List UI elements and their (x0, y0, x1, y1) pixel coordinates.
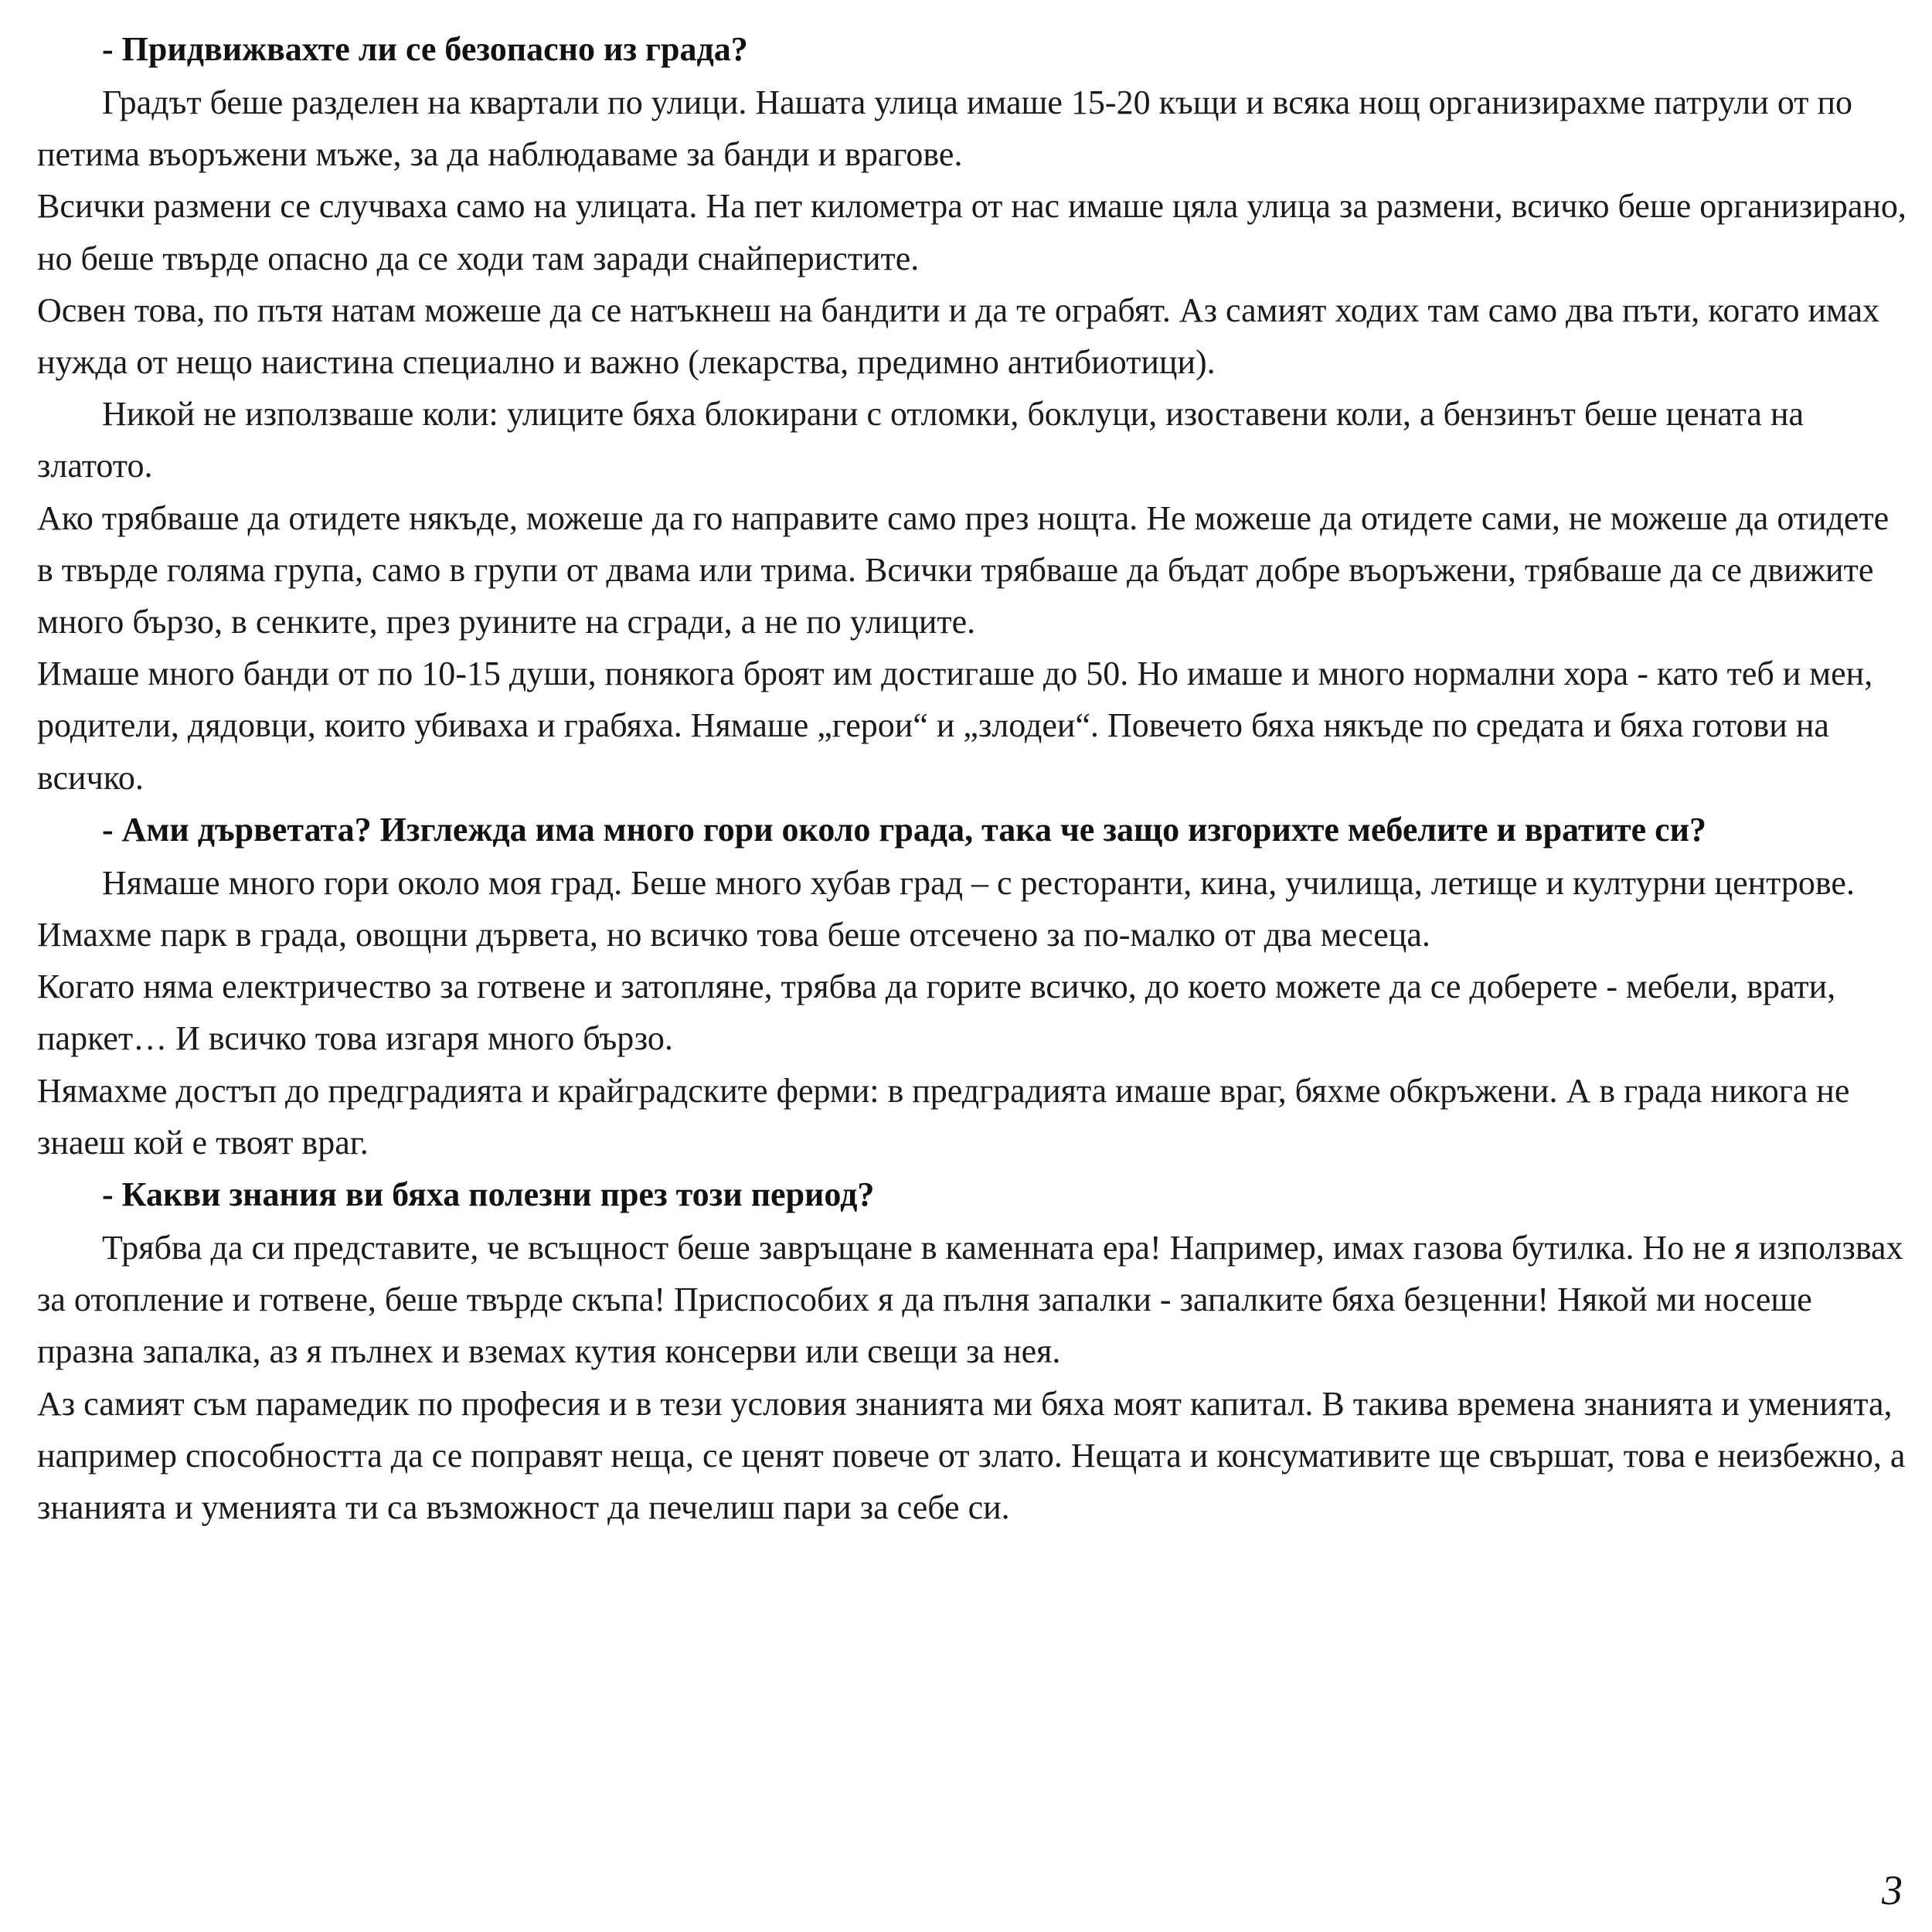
qa-section-trees (37, 804, 1907, 1168)
question-heading: - Придвижвахте ли се безопасно из града? (102, 30, 748, 68)
answer-paragraph: Аз самият съм парамедик по професия и в тези условия знанията ми бяха моят капитал. В такива времена знанията и уменията, например способността да се поправят неща, се ценят повече от злато. Нещата и консумативите ще свършат, това е неизбежно, а знанията и уменията ти са възможност да печелиш пари за себе си. (37, 1384, 1906, 1527)
answer-paragraph: Имаше много банди от по 10-15 души, понякога броят им достигаше до 50. Но имаше и много нормални хора - като теб и мен, родители, дядовци, които убиваха и грабяха. Нямаше „герои“ и „злодеи“. Повечето бяха някъде по средата и бяха готови на всичко. (37, 655, 1873, 797)
question-heading: - Какви знания ви бяха полезни през този период? (102, 1175, 875, 1214)
page-number: 3 (1882, 1867, 1903, 1913)
answer-paragraph: Всички размени се случваха само на улицата. На пет километра от нас имаше цяла улица за размени, всичко беше организирано, но беше твърде опасно да се ходи там заради снайперистите. (37, 187, 1906, 277)
answer-paragraph: Градът беше разделен на квартали по улици. Нашата улица имаше 15-20 къщи и всяка нощ организирахме патрули от по петима въоръжени мъже, за да наблюдаваме за банди и врагове. (37, 83, 1853, 174)
answer-paragraph: Освен това, по пътя натам можеше да се натъкнеш на бандити и да те ограбят. Аз самият ходих там само два пъти, когато имах нужда от нещо наистина специално и важно (лекарства, предимно антибиотици). (37, 291, 1880, 382)
answer-paragraph: Ако трябваше да отидете някъде, можеше да го направите само през нощта. Не можеше да отидете сами, не можеше да отидете в твърде голяма група, само в групи от двама или трима. Всички трябваше да бъдат добре въоръжени, трябваше да се движите много бързо, в сенките, през руините на сгради, а не по улиците. (37, 498, 1889, 641)
answer-paragraph: Трябва да си представите, че всъщност беше завръщане в каменната ера! Например, имах газова бутилка. Но не я използвах за отопление и готвене, беше твърде скъпа! Приспособих я да пълня запалки - запалките бяха безценни! Някой ми носеше празна запалка, аз я пълнех и вземах кутия консерви или свещи за нея. (37, 1229, 1903, 1371)
qa-section-knowledge (37, 1168, 1907, 1533)
answer-paragraph: Никой не използваше коли: улиците бяха блокирани с отломки, боклуци, изоставени коли, а бензинът беше цената на златото. (37, 395, 1804, 485)
answer-paragraph: Нямахме достъп до предградията и крайградските ферми: в предградията имаше враг, бяхме обкръжени. А в града никога не знаеш кой е твоят враг. (37, 1071, 1850, 1162)
qa-section-safety (37, 23, 1907, 804)
question-heading: - Ами дърветата? Изглежда има много гори около града, така че защо изгорихте мебелите и вратите си? (102, 810, 1706, 849)
answer-paragraph: Нямаше много гори около моя град. Беше много хубав град – с ресторанти, кина, училища, летище и културни центрове. Имахме парк в града, овощни дървета, но всичко това беше отсечено за по-малко от два месеца. (37, 863, 1855, 954)
document-page (37, 23, 1907, 1533)
answer-paragraph: Когато няма електричество за готвене и затопляне, трябва да горите всичко, до което можете да се доберете - мебели, врати, паркет… И всичко това изгаря много бързо. (37, 968, 1836, 1058)
